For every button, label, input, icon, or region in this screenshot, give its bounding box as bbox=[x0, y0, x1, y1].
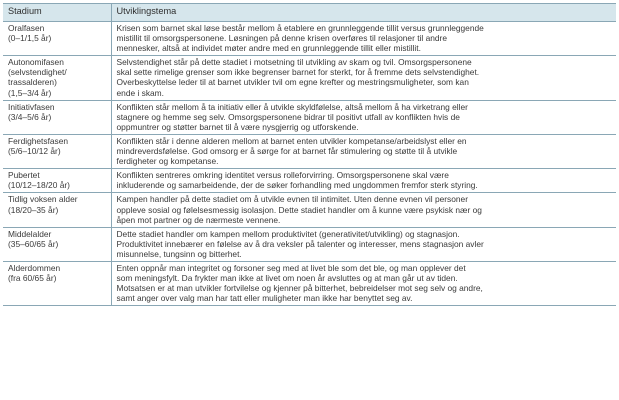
stage-name: Autonomifasen bbox=[8, 57, 64, 68]
development-stages-table bbox=[3, 3, 616, 306]
table-row bbox=[3, 261, 616, 305]
theme-line: Overbeskyttelse leder til at barnet utvikler tvil om egne krefter og mestringsmuligheter, som kan bbox=[116, 77, 469, 88]
theme-line: oppleve sosial og følelsesmessig isolasjon. Dette stadiet handler om å kunne være psykisk nær og bbox=[116, 204, 482, 215]
stage-subtitle: trassalderen) bbox=[8, 77, 57, 88]
theme-cell bbox=[111, 227, 616, 261]
stage-name: Alderdommen bbox=[8, 262, 61, 273]
theme-line: åpen mot partner og de nærmeste vennene. bbox=[116, 214, 281, 225]
stage-age: (1,5–3/4 år) bbox=[8, 87, 52, 98]
theme-cell bbox=[111, 22, 616, 56]
theme-line: inkluderende og samarbeidende, der de søker forhandling med ungdommen fremfor sterk styring. bbox=[116, 180, 478, 191]
header-theme: Utviklingstema bbox=[111, 4, 616, 22]
stage-cell bbox=[3, 134, 111, 168]
table-row bbox=[3, 193, 616, 227]
stage-name: Oralfasen bbox=[8, 23, 45, 33]
theme-cell bbox=[111, 134, 616, 168]
theme-cell bbox=[111, 193, 616, 227]
stage-cell bbox=[3, 261, 111, 305]
table-header-row bbox=[3, 4, 616, 22]
stage-name: Tidlig voksen alder bbox=[8, 194, 78, 205]
table-row bbox=[3, 100, 616, 134]
header-stage: Stadium bbox=[3, 4, 111, 22]
theme-line: Produktivitet innebærer en følelse av å dra veksler på talenter og interesser, mens stagnasjon avler bbox=[116, 238, 484, 249]
theme-line: skal sette rimelige grenser som ikke begrenser barnet for sterkt, for å fremme dets selvstendighet. bbox=[116, 67, 480, 78]
theme-line: ferdigheter og kompetanse. bbox=[116, 156, 219, 167]
table-row bbox=[3, 134, 616, 168]
stage-age: (3/4–5/6 år) bbox=[8, 111, 52, 122]
theme-line: misunnelse, tungsinn og bitterhet. bbox=[116, 248, 242, 259]
stage-age: (fra 60/65 år) bbox=[8, 273, 57, 284]
stage-age: (5/6–10/12 år) bbox=[8, 146, 61, 157]
theme-cell bbox=[111, 169, 616, 193]
theme-cell bbox=[111, 100, 616, 134]
theme-line: Enten oppnår man integritet og forsoner seg med at livet ble som det ble, og man opplever det bbox=[116, 262, 466, 273]
stage-name: Middelalder bbox=[8, 228, 52, 239]
stage-age: (0–1/1,5 år) bbox=[8, 33, 52, 44]
theme-line: Konflikten sentreres omkring identitet versus rolleforvirring. Omsorgspersonene skal være bbox=[116, 170, 449, 181]
theme-line: oppmuntrer og støtter barnet til å være nysgjerrig og utforskende. bbox=[116, 121, 359, 132]
stage-age: (35–60/65 år) bbox=[8, 238, 59, 249]
stage-age: (10/12–18/20 år) bbox=[8, 180, 70, 191]
theme-cell bbox=[111, 261, 616, 305]
theme-line: Konflikten står mellom å ta initiativ eller å utvikle skyldfølelse, altså mellom å ha virketrang eller bbox=[116, 101, 468, 112]
table-row bbox=[3, 227, 616, 261]
stage-cell bbox=[3, 193, 111, 227]
theme-line: Motsatsen er at man utvikler fortvilelse og kjenner på bitterhet, bebreidelser mot seg selv og andre, bbox=[116, 283, 483, 294]
theme-line: som meningsfylt. Da frykter man ikke at livet om noen år avsluttes og at man går ut av tiden. bbox=[116, 273, 458, 284]
stage-cell bbox=[3, 100, 111, 134]
theme-cell bbox=[111, 56, 616, 100]
table-row bbox=[3, 56, 616, 100]
theme-line: Konflikten står i denne alderen mellom at barnet enten utvikler kompetanse/arbeidslyst eller en bbox=[116, 135, 467, 146]
theme-line: samt anger over valg man har tatt eller muligheter man ikke har benyttet seg av. bbox=[116, 293, 413, 304]
theme-line: mennesker, altså at individet møter andre med en grunnleggende tillit eller mistillit. bbox=[116, 43, 421, 54]
theme-line: mistillit til omsorgspersonene. Løsningen på denne krisen overføres til relasjoner til andre bbox=[116, 33, 448, 44]
stage-age: (18/20–35 år) bbox=[8, 204, 59, 215]
stage-name: Initiativfasen bbox=[8, 101, 55, 112]
theme-line: ende i skam. bbox=[116, 87, 164, 98]
stage-name: Ferdighetsfasen bbox=[8, 135, 69, 146]
stage-subtitle: (selvstendighet/ bbox=[8, 67, 67, 78]
table-row bbox=[3, 22, 616, 56]
stage-cell bbox=[3, 227, 111, 261]
theme-line: mindreverdsfølelse. God omsorg er å sørge for at barnet får stimulering og støtte til å utvikle bbox=[116, 146, 458, 157]
stage-cell bbox=[3, 56, 111, 100]
stage-name: Pubertet bbox=[8, 170, 40, 181]
theme-line: Selvstendighet står på dette stadiet i motsetning til utvikling av skam og tvil. Omsorgspersonene bbox=[116, 57, 472, 68]
theme-line: Krisen som barnet skal løse består mellom å etablere en grunnleggende tillit versus grunnleggende bbox=[116, 23, 484, 33]
theme-line: stagnere og hemme seg selv. Omsorgspersonene bidrar til positivt utfall av konflikten hvis de bbox=[116, 111, 460, 122]
theme-line: Kampen handler på dette stadiet om å utvikle evnen til intimitet. Uten denne evnen vil personer bbox=[116, 194, 468, 205]
stage-cell bbox=[3, 22, 111, 56]
theme-line: Dette stadiet handler om kampen mellom produktivitet (generativitet/utvikling) og stagnasjon. bbox=[116, 228, 460, 239]
stage-cell bbox=[3, 169, 111, 193]
table-row bbox=[3, 169, 616, 193]
